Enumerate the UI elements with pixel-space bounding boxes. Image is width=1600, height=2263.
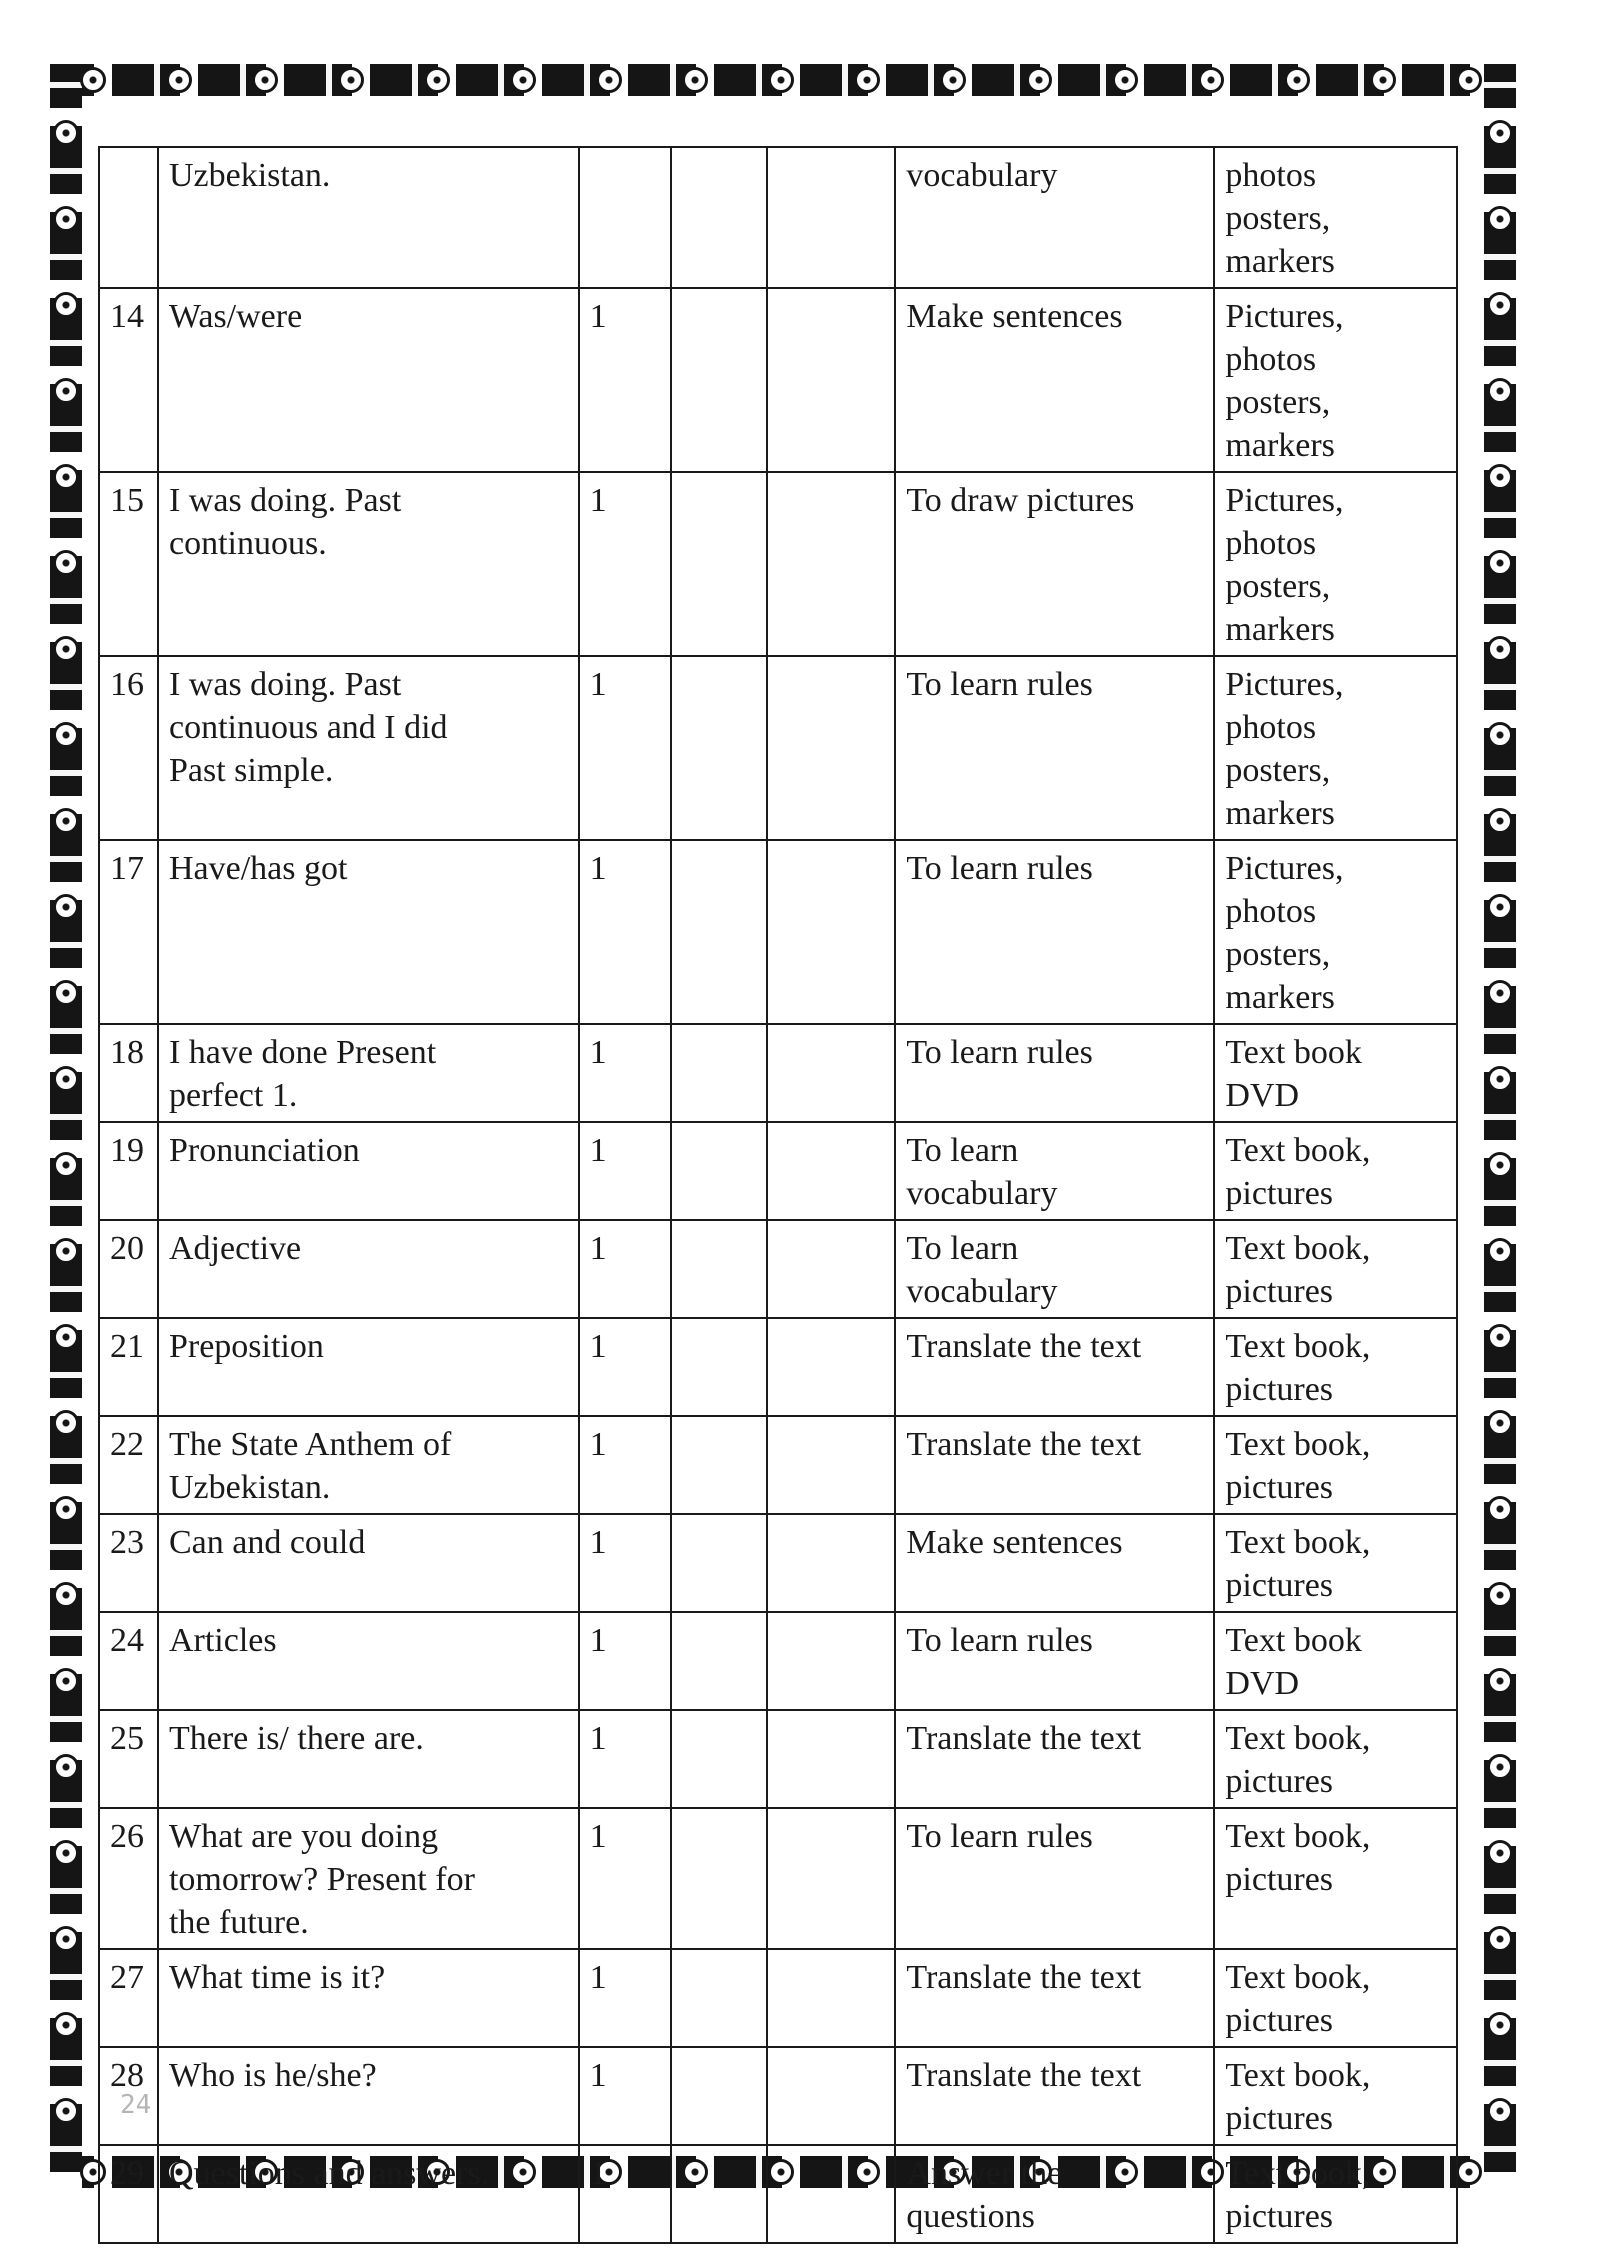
flower-ornament-icon (510, 67, 536, 93)
flower-ornament-icon (53, 980, 79, 1006)
lesson-number-cell: 14 (99, 288, 158, 472)
flower-ornament-icon (1487, 464, 1513, 490)
lesson-activity-cell: To learn rules (895, 1612, 1214, 1710)
flower-ornament-icon (1487, 206, 1513, 232)
empty-cell (767, 2145, 896, 2243)
empty-cell (671, 1514, 766, 1612)
flower-ornament-icon (1370, 67, 1396, 93)
empty-cell (671, 2145, 766, 2243)
table-row (99, 1416, 1457, 1514)
lesson-resources-cell: Text book, pictures (1214, 1514, 1457, 1612)
lesson-activity-cell: Answer the questions (895, 2145, 1214, 2243)
lesson-number-cell: 29 (99, 2145, 158, 2243)
flower-ornament-icon (53, 808, 79, 834)
lesson-topic-cell: Articles (158, 1612, 579, 1710)
flower-ornament-icon (53, 1152, 79, 1178)
flower-ornament-icon (53, 722, 79, 748)
lesson-hours-cell: 1 (579, 840, 672, 1024)
flower-ornament-icon (53, 1582, 79, 1608)
flower-ornament-icon (53, 292, 79, 318)
empty-cell (767, 1024, 896, 1122)
flower-ornament-icon (1112, 67, 1138, 93)
flower-ornament-icon (53, 1066, 79, 1092)
lesson-hours-cell: 1 (579, 472, 672, 656)
empty-cell (671, 1612, 766, 1710)
empty-cell (671, 1949, 766, 2047)
empty-cell (671, 1318, 766, 1416)
table-row (99, 288, 1457, 472)
lesson-activity-cell: Make sentences (895, 288, 1214, 472)
table-row (99, 840, 1457, 1024)
flower-ornament-icon (53, 378, 79, 404)
lesson-topic-cell: What are you doing tomorrow? Present for the future. (158, 1808, 579, 1949)
flower-ornament-icon (1487, 894, 1513, 920)
lesson-activity-cell: Translate the text (895, 1949, 1214, 2047)
empty-cell (767, 1220, 896, 1318)
flower-ornament-icon (1487, 550, 1513, 576)
lesson-topic-cell: Have/has got (158, 840, 579, 1024)
flower-ornament-icon (1487, 1926, 1513, 1952)
lesson-number-cell: 26 (99, 1808, 158, 1949)
empty-cell (767, 1122, 896, 1220)
lesson-topic-cell: Was/were (158, 288, 579, 472)
lesson-number-cell: 27 (99, 1949, 158, 2047)
flower-ornament-icon (53, 1926, 79, 1952)
lesson-resources-cell: Text book, pictures (1214, 1122, 1457, 1220)
flower-ornament-icon (768, 67, 794, 93)
flower-ornament-icon (1487, 722, 1513, 748)
flower-ornament-icon (1026, 67, 1052, 93)
lesson-activity-cell: Translate the text (895, 2047, 1214, 2145)
lesson-hours-cell: 1 (579, 1949, 672, 2047)
table-row (99, 1808, 1457, 1949)
flower-ornament-icon (1487, 1582, 1513, 1608)
flower-ornament-icon (53, 464, 79, 490)
table-row (99, 472, 1457, 656)
flower-ornament-icon (1284, 67, 1310, 93)
lesson-number-cell: 23 (99, 1514, 158, 1612)
flower-ornament-icon (53, 636, 79, 662)
flower-ornament-icon (1487, 2012, 1513, 2038)
flower-ornament-icon (940, 67, 966, 93)
flower-ornament-icon (1487, 1152, 1513, 1178)
empty-cell (767, 1318, 896, 1416)
lesson-number-cell: 15 (99, 472, 158, 656)
table-row (99, 147, 1457, 288)
empty-cell (767, 288, 896, 472)
lesson-activity-cell: To draw pictures (895, 472, 1214, 656)
table-row (99, 1318, 1457, 1416)
lesson-hours-cell: 1 (579, 2047, 672, 2145)
lesson-resources-cell: Text book, pictures (1214, 2145, 1457, 2243)
lesson-resources-cell: Text book DVD (1214, 1024, 1457, 1122)
flower-ornament-icon (166, 67, 192, 93)
lesson-hours-cell: 1 (579, 288, 672, 472)
table-row (99, 1514, 1457, 1612)
lesson-topic-cell: I have done Present perfect 1. (158, 1024, 579, 1122)
flower-ornament-icon (1487, 378, 1513, 404)
lesson-topic-cell: Can and could (158, 1514, 579, 1612)
flower-ornament-icon (53, 550, 79, 576)
flower-ornament-icon (53, 894, 79, 920)
lesson-hours-cell: 1 (579, 1808, 672, 1949)
table-row (99, 1710, 1457, 1808)
table-row (99, 1024, 1457, 1122)
lesson-resources-cell: Text book, pictures (1214, 1318, 1457, 1416)
empty-cell (671, 472, 766, 656)
lesson-hours-cell: 1 (579, 1416, 672, 1514)
flower-ornament-icon (53, 1668, 79, 1694)
lesson-number-cell: 19 (99, 1122, 158, 1220)
flower-ornament-icon (53, 2012, 79, 2038)
lesson-hours-cell: 1 (579, 1122, 672, 1220)
flower-ornament-icon (1487, 2098, 1513, 2124)
lesson-number-cell: 17 (99, 840, 158, 1024)
empty-cell (767, 147, 896, 288)
flower-ornament-icon (1456, 67, 1482, 93)
lesson-activity-cell: To learn vocabulary (895, 1220, 1214, 1318)
empty-cell (671, 147, 766, 288)
flower-ornament-icon (1487, 1410, 1513, 1436)
lesson-resources-cell: Pictures, photos posters, markers (1214, 472, 1457, 656)
lesson-activity-cell: Translate the text (895, 1318, 1214, 1416)
flower-ornament-icon (53, 1238, 79, 1264)
empty-cell (671, 656, 766, 840)
empty-cell (767, 1949, 896, 2047)
table-row (99, 1612, 1457, 1710)
empty-cell (671, 1024, 766, 1122)
lesson-number-cell (99, 147, 158, 288)
lesson-topic-cell: I was doing. Past continuous and I did Past simple. (158, 656, 579, 840)
flower-ornament-icon (596, 67, 622, 93)
lesson-hours-cell: 1 (579, 1024, 672, 1122)
lesson-topic-cell: Adjective (158, 1220, 579, 1318)
lesson-number-cell: 25 (99, 1710, 158, 1808)
lesson-topic-cell: There is/ there are. (158, 1710, 579, 1808)
empty-cell (767, 1808, 896, 1949)
lesson-resources-cell: Text book, pictures (1214, 1220, 1457, 1318)
flower-ornament-icon (424, 67, 450, 93)
lesson-activity-cell: Make sentences (895, 1514, 1214, 1612)
empty-cell (767, 840, 896, 1024)
empty-cell (671, 1416, 766, 1514)
empty-cell (767, 1514, 896, 1612)
schedule-table-body (99, 147, 1457, 2243)
flower-ornament-icon (1487, 980, 1513, 1006)
flower-ornament-icon (53, 1410, 79, 1436)
lesson-resources-cell: Text book, pictures (1214, 2047, 1457, 2145)
lesson-topic-cell: Preposition (158, 1318, 579, 1416)
empty-cell (671, 1220, 766, 1318)
lesson-activity-cell: vocabulary (895, 147, 1214, 288)
empty-cell (767, 1416, 896, 1514)
lesson-topic-cell: Who is he/she? (158, 2047, 579, 2145)
lesson-activity-cell: To learn rules (895, 840, 1214, 1024)
empty-cell (671, 1808, 766, 1949)
lesson-hours-cell: 1 (579, 2145, 672, 2243)
empty-cell (767, 2047, 896, 2145)
table-row (99, 1122, 1457, 1220)
lesson-topic-cell: The State Anthem of Uzbekistan. (158, 1416, 579, 1514)
table-row (99, 1949, 1457, 2047)
page-number-mark: 24 (120, 2090, 152, 2120)
flower-ornament-icon (1456, 2159, 1482, 2185)
lesson-hours-cell: 1 (579, 1318, 672, 1416)
flower-ornament-icon (53, 1324, 79, 1350)
lesson-topic-cell: Uzbekistan. (158, 147, 579, 288)
lesson-topic-cell: I was doing. Past continuous. (158, 472, 579, 656)
lesson-number-cell: 28 (99, 2047, 158, 2145)
lesson-number-cell: 24 (99, 1612, 158, 1710)
empty-cell (671, 840, 766, 1024)
lesson-hours-cell: 1 (579, 1710, 672, 1808)
empty-cell (767, 1710, 896, 1808)
flower-ornament-icon (338, 67, 364, 93)
table-row (99, 1220, 1457, 1318)
lesson-hours-cell: 1 (579, 656, 672, 840)
lesson-activity-cell: To learn rules (895, 1808, 1214, 1949)
flower-ornament-icon (682, 67, 708, 93)
empty-cell (767, 1612, 896, 1710)
table-row (99, 2047, 1457, 2145)
flower-ornament-icon (1487, 636, 1513, 662)
lesson-resources-cell: Text book, pictures (1214, 1710, 1457, 1808)
empty-cell (767, 472, 896, 656)
flower-ornament-icon (1487, 1238, 1513, 1264)
flower-ornament-icon (1487, 1754, 1513, 1780)
empty-cell (671, 2047, 766, 2145)
empty-cell (671, 1710, 766, 1808)
flower-ornament-icon (53, 206, 79, 232)
flower-ornament-icon (53, 120, 79, 146)
lesson-hours-cell: 1 (579, 1514, 672, 1612)
lesson-number-cell: 20 (99, 1220, 158, 1318)
lesson-number-cell: 16 (99, 656, 158, 840)
flower-ornament-icon (252, 67, 278, 93)
lesson-resources-cell: Pictures, photos posters, markers (1214, 840, 1457, 1024)
lesson-resources-cell: Text book DVD (1214, 1612, 1457, 1710)
lesson-topic-cell: Pronunciation (158, 1122, 579, 1220)
lesson-hours-cell (579, 147, 672, 288)
flower-ornament-icon (53, 1840, 79, 1866)
flower-ornament-icon (1487, 120, 1513, 146)
flower-ornament-icon (53, 1496, 79, 1522)
lesson-activity-cell: To learn rules (895, 656, 1214, 840)
flower-ornament-icon (1487, 1496, 1513, 1522)
lesson-number-cell: 21 (99, 1318, 158, 1416)
lesson-activity-cell: Translate the text (895, 1710, 1214, 1808)
flower-ornament-icon (1487, 292, 1513, 318)
flower-ornament-icon (1487, 1324, 1513, 1350)
flower-ornament-icon (1487, 1668, 1513, 1694)
empty-cell (767, 656, 896, 840)
lesson-topic-cell: Questions and answers. (158, 2145, 579, 2243)
schedule-table (98, 146, 1458, 2244)
lesson-resources-cell: photos posters, markers (1214, 147, 1457, 288)
flower-ornament-icon (1487, 1840, 1513, 1866)
lesson-hours-cell: 1 (579, 1612, 672, 1710)
table-row (99, 656, 1457, 840)
flower-ornament-icon (1198, 67, 1224, 93)
lesson-activity-cell: Translate the text (895, 1416, 1214, 1514)
lesson-resources-cell: Text book, pictures (1214, 1949, 1457, 2047)
lesson-resources-cell: Text book, pictures (1214, 1416, 1457, 1514)
lesson-resources-cell: Pictures, photos posters, markers (1214, 656, 1457, 840)
lesson-resources-cell: Pictures, photos posters, markers (1214, 288, 1457, 472)
lesson-resources-cell: Text book, pictures (1214, 1808, 1457, 1949)
lesson-number-cell: 18 (99, 1024, 158, 1122)
table-row (99, 2145, 1457, 2243)
lesson-number-cell: 22 (99, 1416, 158, 1514)
flower-ornament-icon (1487, 808, 1513, 834)
flower-ornament-icon (53, 1754, 79, 1780)
lesson-activity-cell: To learn vocabulary (895, 1122, 1214, 1220)
flower-ornament-icon (1487, 1066, 1513, 1092)
lesson-topic-cell: What time is it? (158, 1949, 579, 2047)
lesson-activity-cell: To learn rules (895, 1024, 1214, 1122)
flower-ornament-icon (80, 67, 106, 93)
empty-cell (671, 288, 766, 472)
flower-ornament-icon (53, 2098, 79, 2124)
lesson-hours-cell: 1 (579, 1220, 672, 1318)
flower-ornament-icon (854, 67, 880, 93)
empty-cell (671, 1122, 766, 1220)
